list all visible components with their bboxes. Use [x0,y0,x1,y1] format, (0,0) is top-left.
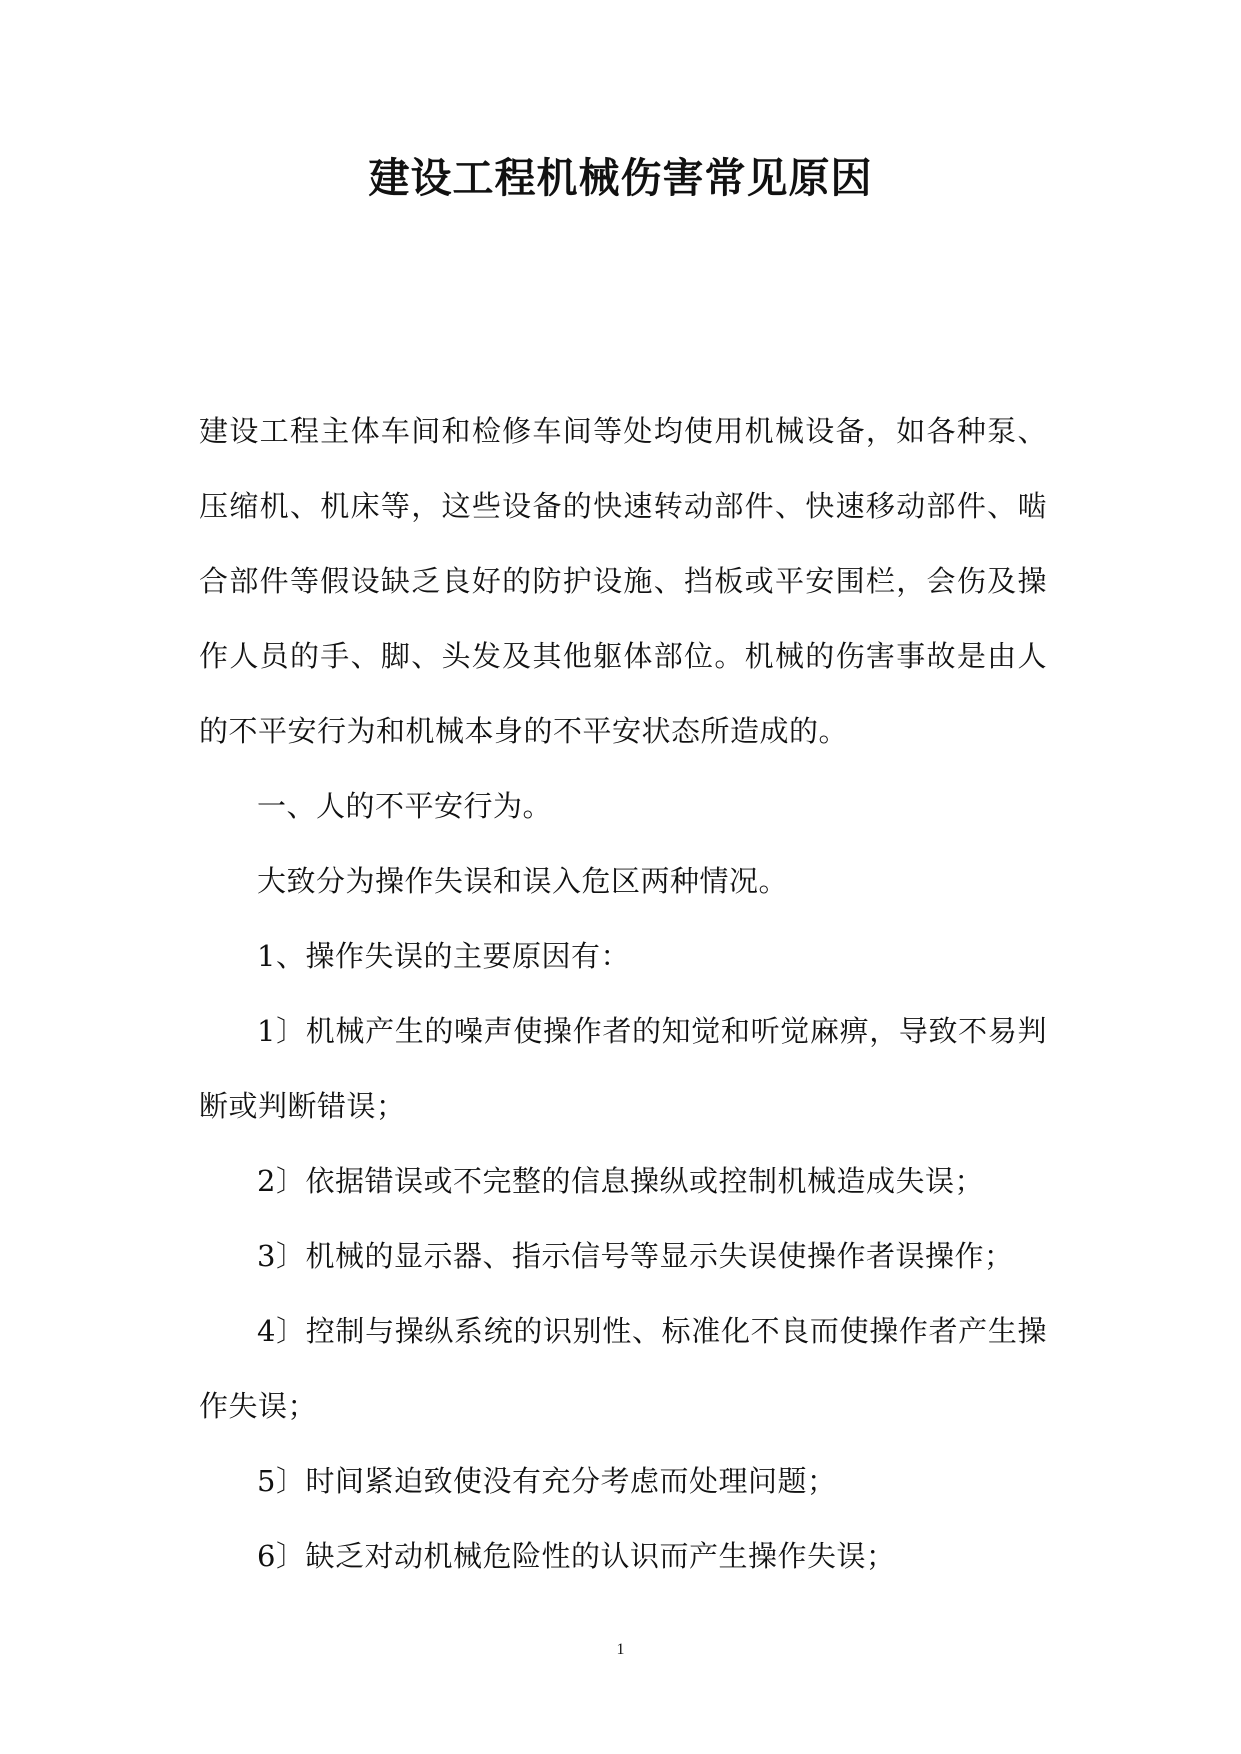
document-body [199,394,1047,1594]
list-item-3: 3〕机械的显示器、指示信号等显示失误使操作者误操作； [257,1239,1014,1273]
list-item-2: 2〕依据错误或不完整的信息操纵或控制机械造成失误； [257,1164,984,1198]
list-item-5: 5〕时间紧迫致使没有充分考虑而处理问题； [257,1464,837,1498]
list-item-4: 4〕控制与操纵系统的识别性、标准化不良而使操作者产生操作失误； [199,1314,1047,1423]
paragraph-categories: 大致分为操作失误和误入危区两种情况。 [257,864,789,898]
list-item-6: 6〕缺乏对动机械危险性的认识而产生操作失误； [257,1539,896,1573]
section-heading-human-unsafe-behavior: 一、人的不平安行为。 [257,789,553,823]
page-number: 1 [616,1641,625,1658]
document-title: 建设工程机械伤害常见原因 [368,154,873,202]
subsection-heading-operation-errors: 1、操作失误的主要原因有： [257,939,630,973]
list-item-1: 1〕机械产生的噪声使操作者的知觉和听觉麻痹，导致不易判断或判断错误； [199,1014,1047,1123]
paragraph-intro: 建设工程主体车间和检修车间等处均使用机械设备，如各种泵、压缩机、机床等，这些设备的快速转动部件、快速移动部件、啮合部件等假设缺乏良好的防护设施、挡板或平安围栏，会伤及操作人员的手、脚、头发及其他躯体部位。机械的伤害事故是由人的不平安行为和机械本身的不平安状态所造成的。 [199,414,1047,748]
